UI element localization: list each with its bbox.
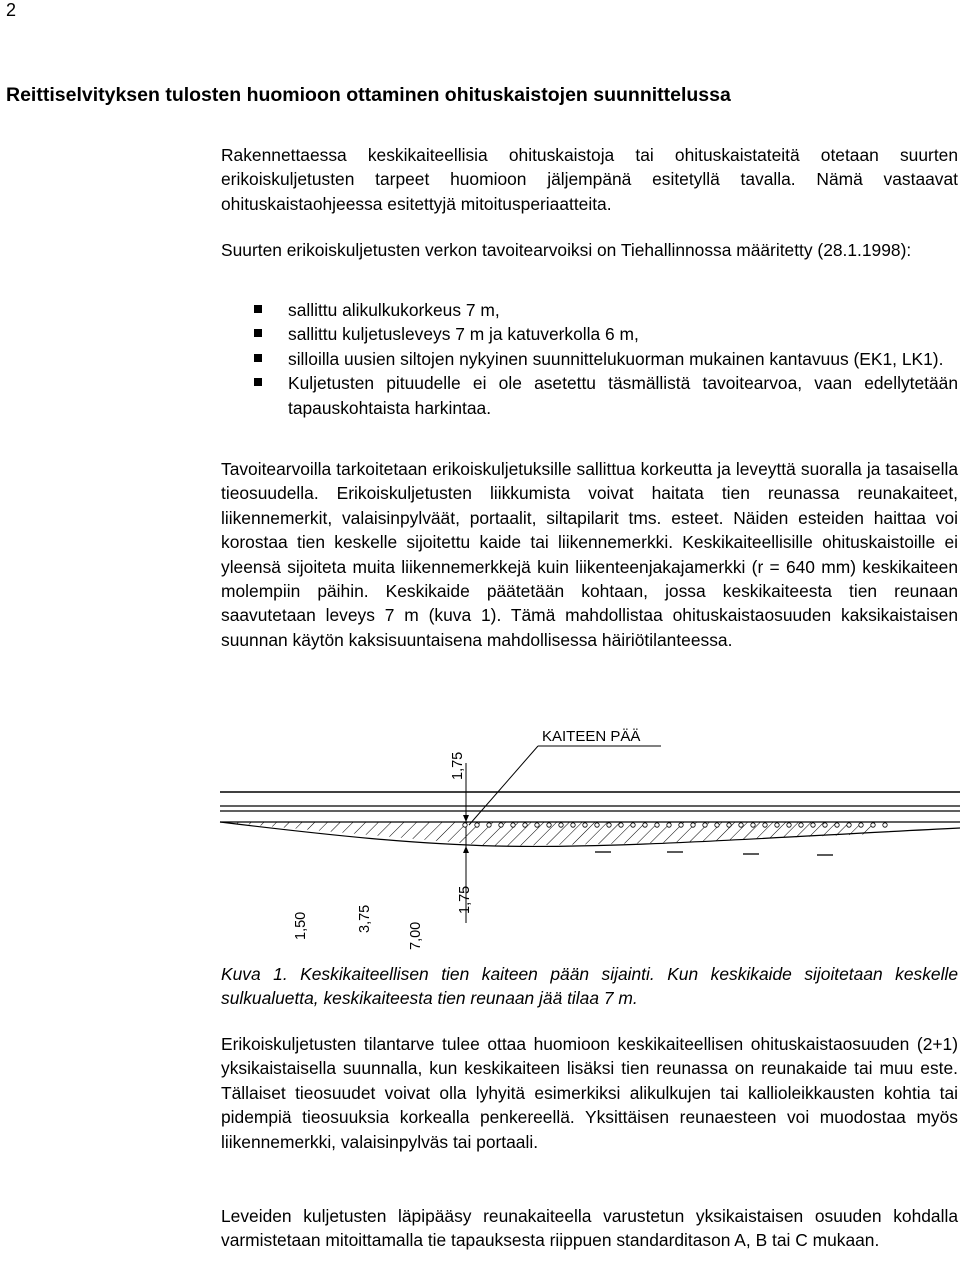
bullet-square-icon [254, 305, 262, 313]
dimension-top-label: 1,75 [450, 751, 466, 780]
label-leader-diagonal [469, 746, 538, 825]
wide-transport-text: Leveiden kuljetusten läpipääsy reunakaiteella varustetun yksikaistaisen osuuden kohdalla varmistetaan mitoittamalla tie tapauksesta riippuen standarditason A, B tai C mukaan. [221, 1206, 958, 1251]
list-item [221, 298, 958, 322]
dimension-label-1: 1,50 [293, 911, 309, 940]
targets-list-block [221, 298, 958, 420]
guardrail-end-label: KAITEEN PÄÄ [542, 728, 641, 745]
main-paragraph [221, 457, 958, 652]
intro-paragraph [221, 143, 958, 216]
list-item [221, 322, 958, 346]
caption-text: Kuva 1. Keskikaiteellisen tien kaiteen pään sijainti. Kun keskikaide sijoitetaan keskelle sulkualuetta, keskikaiteesta tien reunaan jää tilaa 7 m. [221, 964, 958, 1009]
list-item-text: silloilla uusien siltojen nykyinen suunnittelukuorman mukainen kantavuus (EK1, LK1). [288, 348, 944, 369]
main-text: Tavoitearvoilla tarkoitetaan erikoiskuljetuksille sallittua korkeutta ja leveyttä suoralla ja tasaisella tieosuudella. Erikoiskuljetusten liikkumista voivat haitata tien reunassa reunakaiteet, liikennemerkit, valaisinpylväät, portaalit, siltapilarit tms. esteet. Näiden esteiden haittaa voi korostaa tien keskelle sijoitettu kaide tai liikennemerkki. Keskikaiteellisille ohituskaistoille ei yleensä sijoiteta muita liikennemerkkejä kuin liikenteenjakajamerkki (r = 640 mm) keskikaiteen molempiin päihin. Keskikaide päätetään kohtaan, jossa keskikaiteesta tien reunaan saavutetaan leveys 7 m (kuva 1). Tämä mahdollistaa ohituskaistaosuuden kaksikaistaisen suunnan käytön kaksisuuntaisena mahdollisessa häiriötilanteessa. [221, 459, 958, 650]
space-paragraph [221, 1032, 958, 1154]
targets-intro-text: Suurten erikoiskuljetusten verkon tavoitearvoiksi on Tiehallinnossa määritetty (28.1.1998): [221, 240, 912, 260]
space-text: Erikoiskuljetusten tilantarve tulee ottaa huomioon keskikaiteellisen ohituskaistaosuuden (2+1) yksikaistaisella suunnalla, kun keskikaiteen lisäksi tien reunassa on reunakaide tai muu este. Tällaiset tieosuudet voivat olla lyhyitä esimerkiksi alikulkujen tai kallioleikkausten kohtia tai pidempiä tieosuuksia korkealla penkereellä. Yksittäisen reunaesteen voi muodostaa myös liikennemerkki, valaisinpylväs tai portaali. [221, 1034, 958, 1152]
targets-list [221, 298, 958, 420]
dimension-label-2: 3,75 [357, 904, 373, 933]
dimension-label-4: 1,75 [457, 885, 473, 914]
dimension-label-3: 7,00 [408, 921, 424, 950]
dimension-arrow-down-icon [463, 815, 469, 822]
section-heading: Reittiselvityksen tulosten huomioon ottaminen ohituskaistojen suunnittelussa [6, 84, 731, 106]
list-item [221, 371, 958, 420]
list-item [221, 347, 958, 371]
list-item-text: sallittu kuljetusleveys 7 m ja katuverkolla 6 m, [288, 324, 639, 345]
bullet-square-icon [254, 329, 262, 337]
list-item-text: sallittu alikulkukorkeus 7 m, [288, 300, 500, 320]
wide-transport-paragraph [221, 1204, 958, 1253]
road-diagram [215, 718, 960, 958]
bullet-square-icon [254, 354, 262, 362]
intro-text: Rakennettaessa keskikaiteellisia ohituskaistoja tai ohituskaistateitä otetaan suurten erikoiskuljetusten tarpeet huomioon jäljempänä esitetyllä tavalla. Nämä vastaavat ohituskaistaohjeessa esitettyjä mitoitusperiaatteita. [221, 145, 958, 214]
bullet-square-icon [254, 378, 262, 386]
dashed-lane-markings [595, 852, 833, 855]
targets-intro-paragraph [221, 238, 958, 262]
page-number: 2 [6, 0, 17, 20]
figure-caption [221, 962, 958, 1011]
list-item-text: Kuljetusten pituudelle ei ole asetettu täsmällistä tavoitearvoa, vaan edellytetään tapauskohtaista harkintaa. [288, 373, 958, 418]
